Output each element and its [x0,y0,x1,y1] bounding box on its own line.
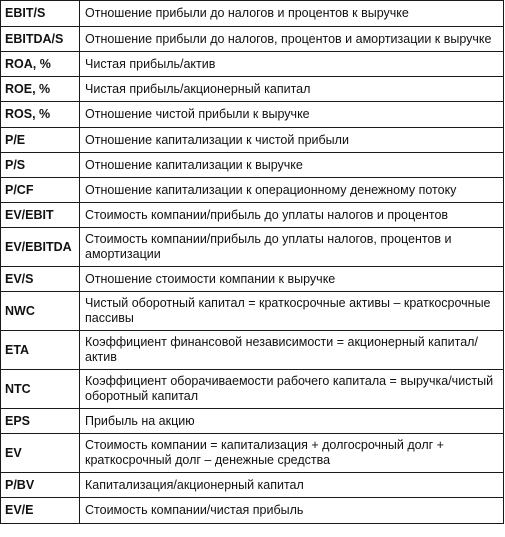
ratio-description: Стоимость компании/чистая прибыль [80,498,504,524]
table-row [1,1,504,27]
ratio-description: Коэффициент оборачиваемости рабочего капитала = выручка/чистый оборотный капитал [80,370,504,409]
table-row [1,27,504,52]
table-row [1,331,504,370]
ratio-description: Отношение прибыли до налогов, процентов и амортизации к выручке [80,27,504,52]
ratio-description: Коэффициент финансовой независимости = акционерный капитал/актив [80,331,504,370]
table-row [1,178,504,203]
ratio-abbreviation: P/S [1,153,80,178]
table-row [1,409,504,434]
ratio-abbreviation: NWC [1,292,80,331]
ratio-abbreviation: EBITDA/S [1,27,80,52]
ratio-description: Чистая прибыль/актив [80,52,504,77]
ratio-description: Чистый оборотный капитал = краткосрочные активы – краткосрочные пассивы [80,292,504,331]
table-row [1,153,504,178]
ratio-description: Стоимость компании/прибыль до уплаты налогов и процентов [80,203,504,228]
ratio-description: Чистая прибыль/акционерный капитал [80,77,504,102]
table-row [1,498,504,524]
ratio-abbreviation: NTC [1,370,80,409]
ratio-abbreviation: EV [1,434,80,473]
table-row [1,292,504,331]
ratio-description: Отношение прибыли до налогов и процентов к выручке [80,1,504,27]
ratio-abbreviation: EV/E [1,498,80,524]
ratio-description: Отношение стоимости компании к выручке [80,267,504,292]
table-row [1,228,504,267]
table-row [1,473,504,498]
table-row [1,267,504,292]
table-row [1,52,504,77]
ratios-table-body [1,1,504,524]
table-row [1,102,504,128]
table-row [1,370,504,409]
ratio-description: Отношение капитализации к операционному денежному потоку [80,178,504,203]
ratio-abbreviation: EPS [1,409,80,434]
ratio-abbreviation: ROS, % [1,102,80,128]
table-row [1,203,504,228]
ratio-abbreviation: EV/S [1,267,80,292]
ratio-abbreviation: P/CF [1,178,80,203]
table-row [1,434,504,473]
ratio-description: Стоимость компании/прибыль до уплаты налогов, процентов и амортизации [80,228,504,267]
table-row [1,128,504,153]
ratio-abbreviation: P/BV [1,473,80,498]
ratio-abbreviation: ROA, % [1,52,80,77]
ratio-description: Отношение капитализации к выручке [80,153,504,178]
ratio-description: Отношение чистой прибыли к выручке [80,102,504,128]
ratio-description: Отношение капитализации к чистой прибыли [80,128,504,153]
ratio-abbreviation: EV/EBIT [1,203,80,228]
ratio-description: Прибыль на акцию [80,409,504,434]
ratio-abbreviation: EV/EBITDA [1,228,80,267]
table-row [1,77,504,102]
ratio-description: Капитализация/акционерный капитал [80,473,504,498]
ratio-description: Стоимость компании = капитализация + долгосрочный долг + краткосрочный долг – денежные средства [80,434,504,473]
ratio-abbreviation: P/E [1,128,80,153]
ratio-abbreviation: EBIT/S [1,1,80,27]
ratio-abbreviation: ETA [1,331,80,370]
ratio-abbreviation: ROE, % [1,77,80,102]
